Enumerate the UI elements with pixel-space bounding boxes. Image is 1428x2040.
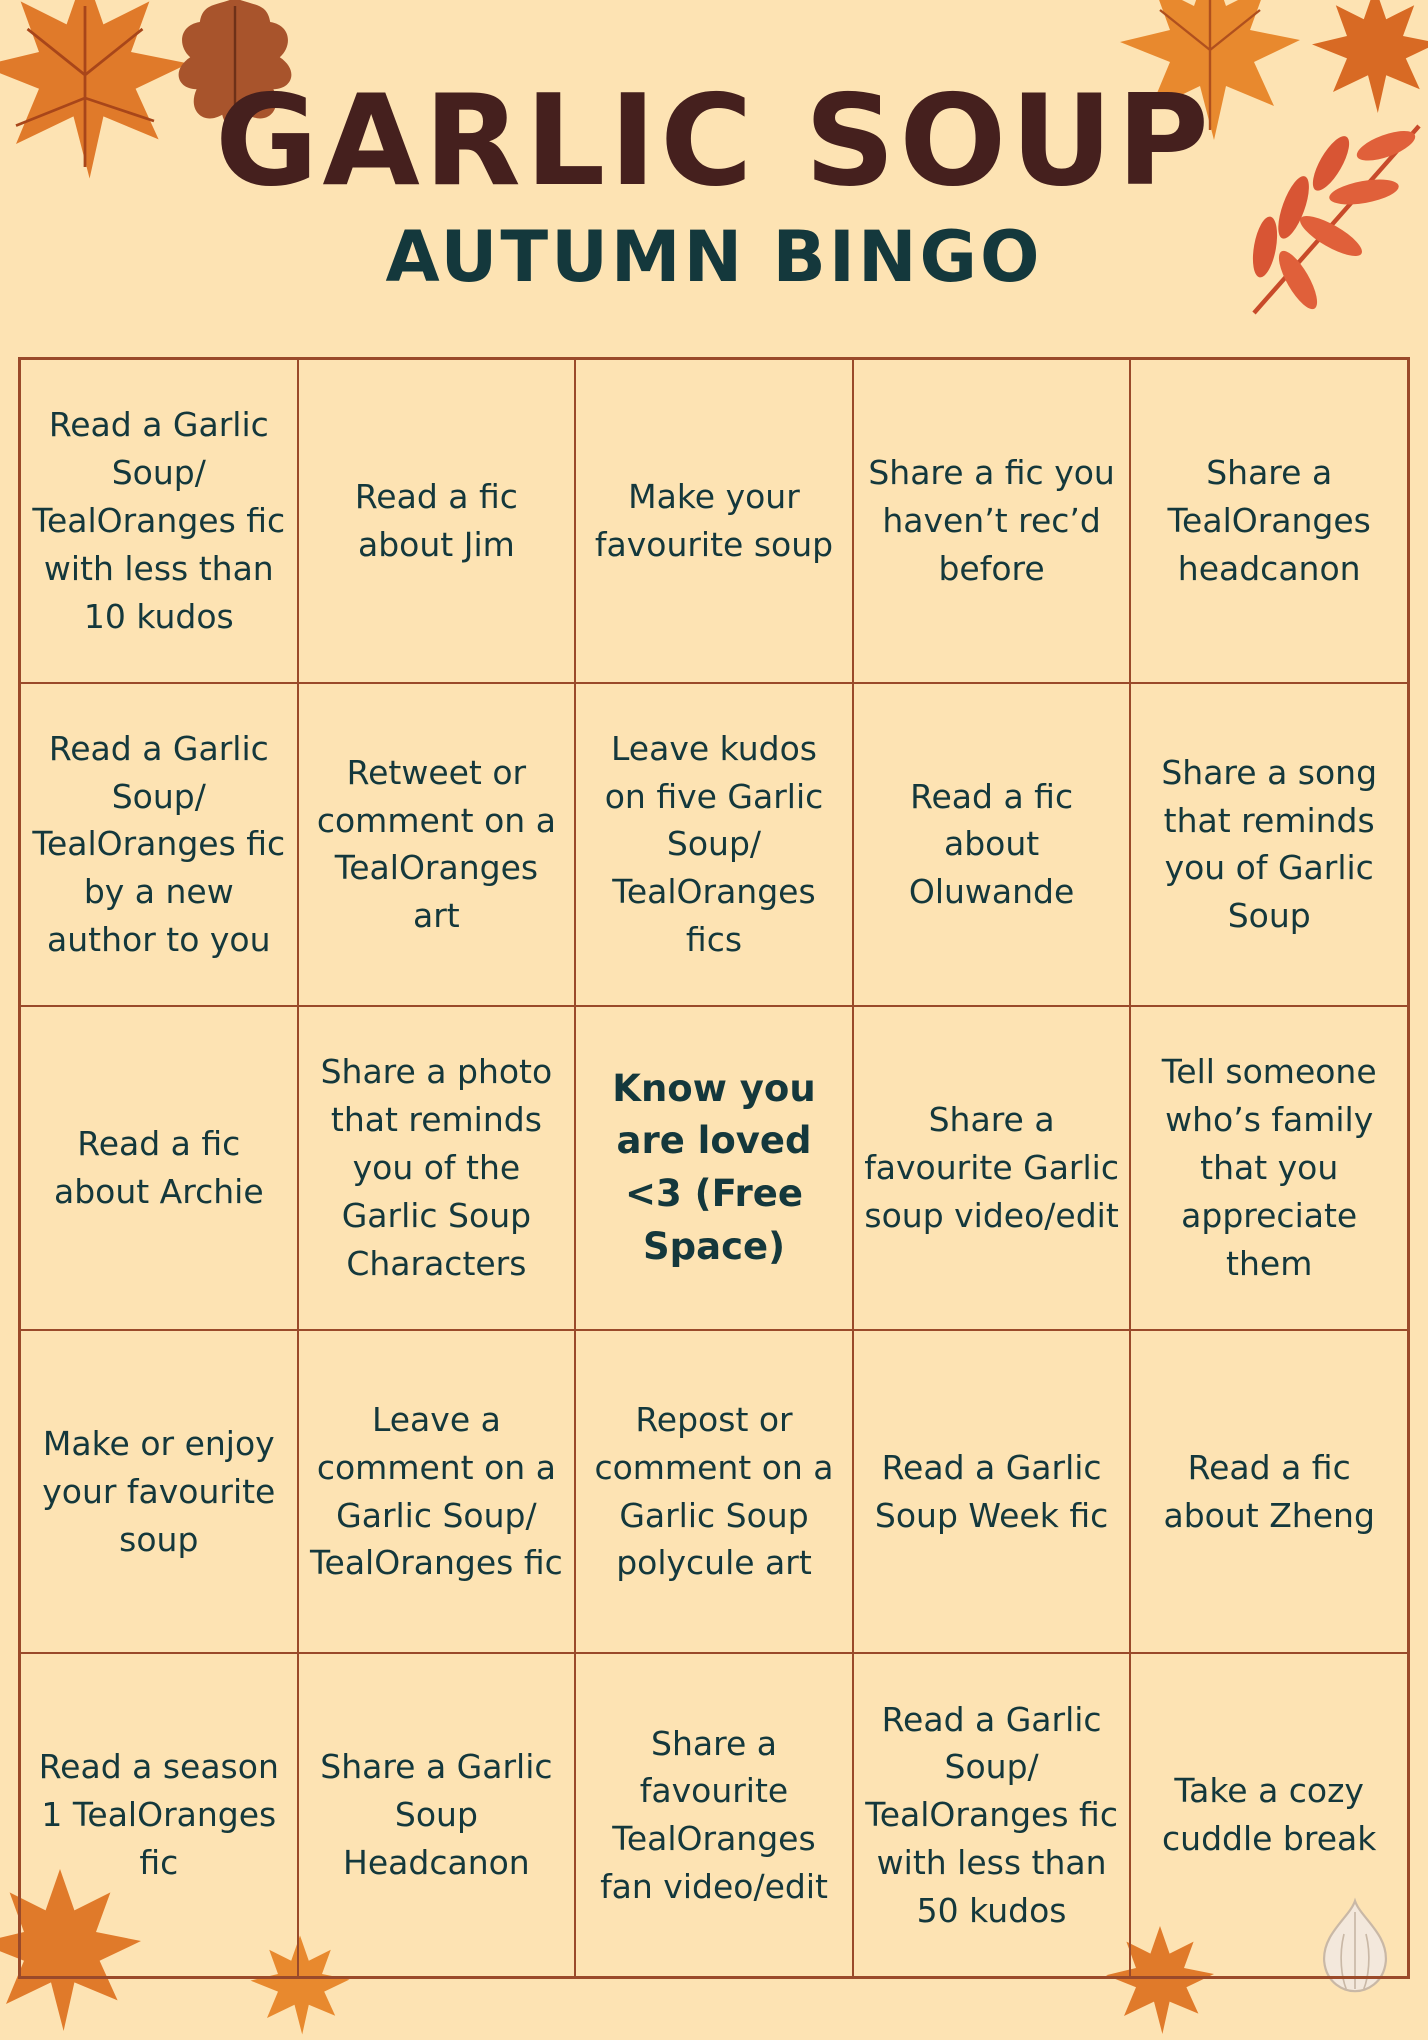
bingo-cell: Make or enjoy your favourite soup [20,1330,298,1654]
bingo-cell: Read a Garlic Soup Week fic [853,1330,1131,1654]
bingo-cell: Leave kudos on five Garlic Soup/ TealOranges fics [575,683,853,1007]
bingo-cell: Tell someone who’s family that you appreciate them [1130,1006,1408,1330]
page-title: GARLIC SOUP [215,67,1213,214]
bingo-cell: Share a song that reminds you of Garlic Soup [1130,683,1408,1007]
bingo-cell: Read a fic about Oluwande [853,683,1131,1007]
bingo-cell: Read a fic about Archie [20,1006,298,1330]
bingo-cell: Read a Garlic Soup/ TealOranges fic by a new author to you [20,683,298,1007]
free-space-cell: Know you are loved <3 (Free Space) [575,1006,853,1330]
bingo-cell: Leave a comment on a Garlic Soup/ TealOranges fic [298,1330,576,1654]
bingo-grid [18,357,1410,1979]
bingo-cell: Read a fic about Zheng [1130,1330,1408,1654]
bingo-cell: Take a cozy cuddle break [1130,1653,1408,1977]
bingo-cell: Share a Garlic Soup Headcanon [298,1653,576,1977]
bingo-cell: Read a Garlic Soup/ TealOranges fic with less than 10 kudos [20,359,298,683]
bingo-cell: Share a TealOranges headcanon [1130,359,1408,683]
bingo-cell: Share a favourite Garlic soup video/edit [853,1006,1131,1330]
bingo-cell: Share a photo that reminds you of the Garlic Soup Characters [298,1006,576,1330]
bingo-cell: Share a favourite TealOranges fan video/edit [575,1653,853,1977]
bingo-cell: Make your favourite soup [575,359,853,683]
bingo-cell: Retweet or comment on a TealOranges art [298,683,576,1007]
bingo-cell: Read a fic about Jim [298,359,576,683]
bingo-cell: Repost or comment on a Garlic Soup polycule art [575,1330,853,1654]
page-subtitle: AUTUMN BINGO [385,216,1043,298]
bingo-cell: Read a season 1 TealOranges fic [20,1653,298,1977]
bingo-cell: Share a fic you haven’t rec’d before [853,359,1131,683]
bingo-cell: Read a Garlic Soup/ TealOranges fic with less than 50 kudos [853,1653,1131,1977]
